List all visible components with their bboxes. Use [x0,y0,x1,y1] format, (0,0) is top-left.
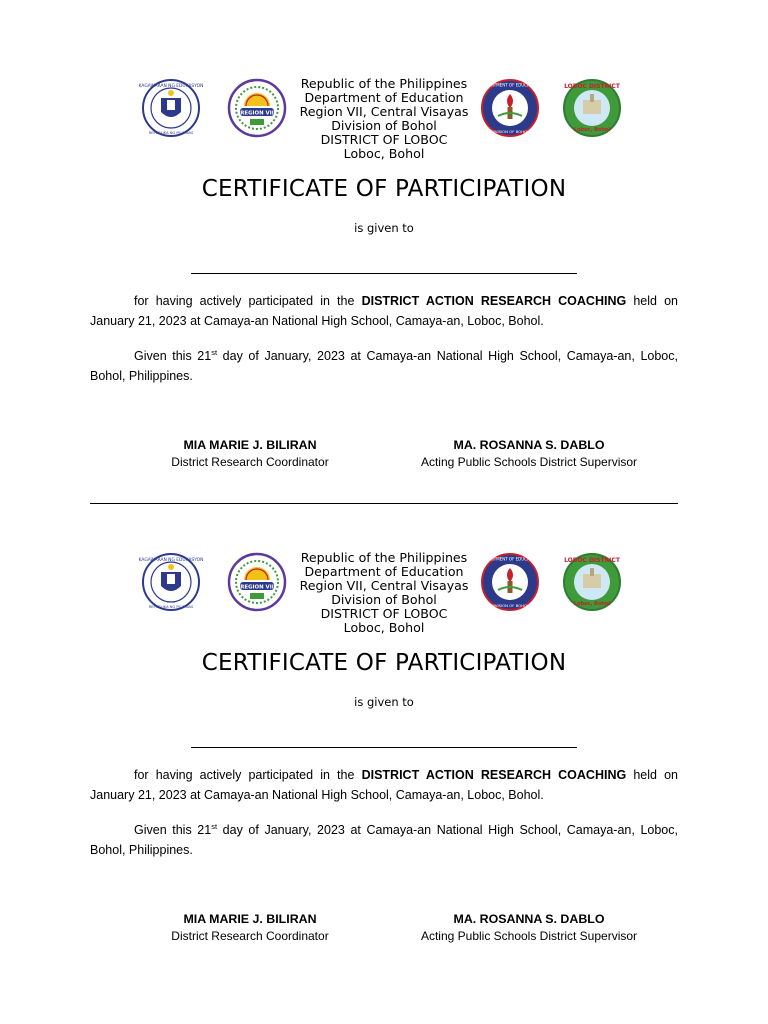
district-seal-text: LOBOC DISTRICT [564,83,620,90]
header-district: DISTRICT OF LOBOC [320,606,448,621]
header-department: Department of Education [304,564,464,579]
event-name: DISTRICT ACTION RESEARCH COACHING [361,294,627,308]
header-district: DISTRICT OF LOBOC [320,132,448,147]
signatory-title: Acting Public Schools District Supervisor [420,929,638,943]
letterhead [276,77,492,161]
signatory-coordinator [130,911,370,945]
header-division: Division of Bohol [331,118,437,133]
signatory-name: MA. ROSANNA S. DABLO [453,438,605,452]
loboc-district-seal-logo [555,78,629,138]
deped-seal-bottom-text: REPUBLIKA NG PILIPINAS [148,605,194,609]
event-name: DISTRICT ACTION RESEARCH COACHING [361,768,627,782]
loboc-district-seal-logo [555,552,629,612]
header-region: Region VII, Central Visayas [299,104,469,119]
certificate-title: CERTIFICATE OF PARTICIPATION [201,176,567,202]
header-republic: Republic of the Philippines [300,550,468,565]
participation-statement [90,292,678,331]
participation-statement [90,766,678,805]
signatory-supervisor [388,437,670,471]
signatory-coordinator [130,437,370,471]
certificate-bottom [0,474,768,944]
signatory-name: MA. ROSANNA S. DABLO [453,912,605,926]
given-date-details: day of January, 2023 at Camaya-an National High School, Camaya-an, Loboc, Bohol, Philippines. [90,349,678,383]
division-seal-text: DEPARTMENT OF EDUCATION [480,556,540,562]
recipient-name-line [191,273,577,274]
division-seal-logo [473,552,547,612]
statement-details: held on January 21, 2023 at Camaya-an National High School, Camaya-an, Loboc, Bohol. [90,294,678,328]
signatory-title: District Research Coordinator [171,929,329,943]
header-location: Loboc, Bohol [343,146,425,161]
given-date-statement [90,347,678,386]
given-date-intro: Given this 21 [134,349,212,363]
statement-intro: for having actively participated in the [134,294,362,308]
header-department: Department of Education [304,90,464,105]
signatory-supervisor [388,911,670,945]
division-seal-bottom-text: DIVISION OF BOHOL [490,129,530,134]
district-seal-text: LOBOC DISTRICT [564,557,620,564]
given-date-statement [90,821,678,860]
deped-seal-logo [134,552,208,612]
region-seal-text: REGION VII [240,584,274,591]
header-region: Region VII, Central Visayas [299,578,469,593]
given-to-label: is given to [354,221,414,235]
region-seal-text: REGION VII [240,110,274,117]
header-republic: Republic of the Philippines [300,76,468,91]
ordinal-suffix: st [211,347,218,357]
signatory-title: Acting Public Schools District Supervisor [420,455,638,469]
division-seal-bottom-text: DIVISION OF BOHOL [490,603,530,608]
header-division: Division of Bohol [331,592,437,607]
recipient-name-line [191,747,577,748]
division-seal-text: DEPARTMENT OF EDUCATION [480,82,540,88]
deped-seal-bottom-text: REPUBLIKA NG PILIPINAS [148,131,194,135]
deped-seal-logo [134,78,208,138]
district-seal-bottom-text: Loboc, Bohol [573,601,611,607]
ordinal-suffix: st [211,821,218,831]
certificate-title: CERTIFICATE OF PARTICIPATION [201,650,567,676]
letterhead [276,551,492,635]
statement-intro: for having actively participated in the [134,768,362,782]
signatory-name: MIA MARIE J. BILIRAN [183,912,317,926]
signatory-title: District Research Coordinator [171,455,329,469]
signatory-name: MIA MARIE J. BILIRAN [183,438,317,452]
header-location: Loboc, Bohol [343,620,425,635]
deped-seal-text: KAGAWARAN NG EDUKASYON [138,558,204,563]
division-seal-logo [473,78,547,138]
statement-details: held on January 21, 2023 at Camaya-an National High School, Camaya-an, Loboc, Bohol. [90,768,678,802]
district-seal-bottom-text: Loboc, Bohol [573,127,611,133]
given-to-label: is given to [354,695,414,709]
deped-seal-text: KAGAWARAN NG EDUKASYON [138,84,204,89]
given-date-details: day of January, 2023 at Camaya-an National High School, Camaya-an, Loboc, Bohol, Philippines. [90,823,678,857]
certificate-top [0,0,768,470]
given-date-intro: Given this 21 [134,823,212,837]
